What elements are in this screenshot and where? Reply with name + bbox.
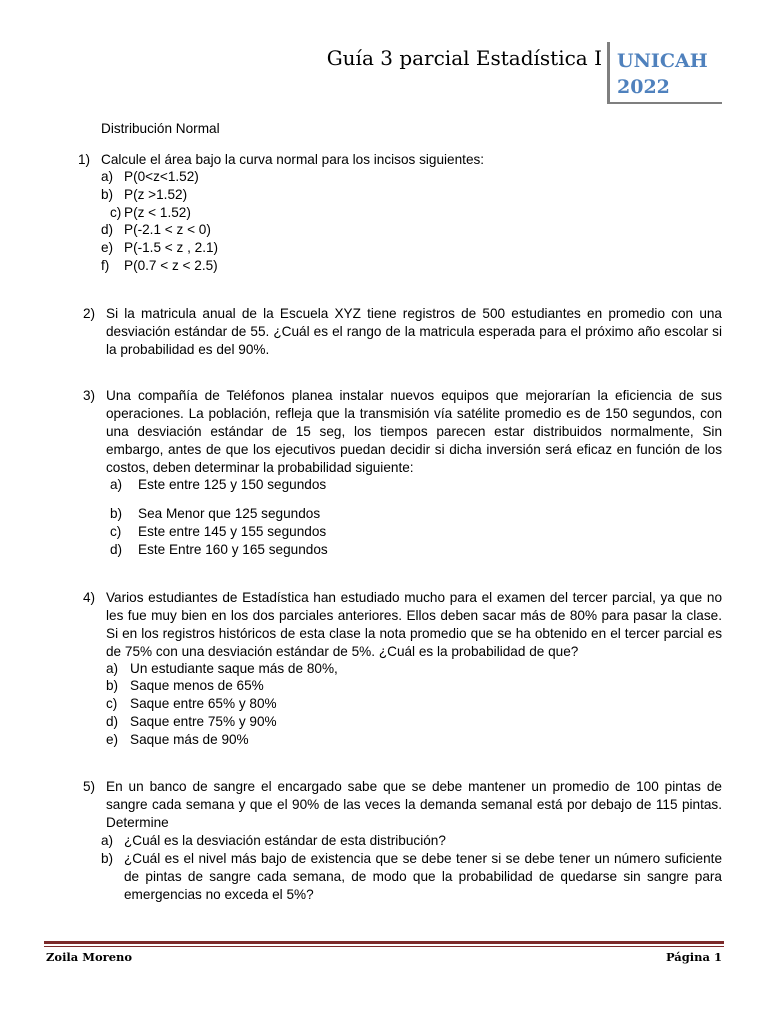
q4-item-label: e): [106, 732, 119, 747]
q3-item-label: c): [110, 524, 122, 539]
question-2-text: Si la matricula anual de la Escuela XYZ tiene registros de 500 estudiantes en promedio con una desviación estándar de 55. ¿Cuál es el rango de la matricula esperada para el próximo año escolar si la probabilidad es del 90%.: [106, 306, 722, 357]
q5-item-text: ¿Cuál es la desviación estándar de esta distribución?: [124, 833, 446, 848]
q5-item-label: a): [101, 833, 114, 848]
q4-item-label: b): [106, 678, 119, 693]
question-4-text: Varios estudiantes de Estadística han estudiado mucho para el examen del tercer parcial, ya que no les fue muy bien en los dos parciales anteriores. Ellos deben sacar más de 80% para pasar la clase. Si en los registros históricos de esta clase la nota promedio que se ha obtenido en el tercer parcial es de 75% con una desviación estándar de 5%. ¿Cuál es la probabilidad de que?: [106, 590, 722, 659]
q1-item-text: P(0<z<1.52): [124, 169, 199, 184]
q1-item-label: d): [101, 222, 114, 237]
footer-page-number: Página 1: [665, 950, 722, 964]
question-5-number: 5): [83, 779, 96, 794]
q3-item-text: Sea Menor que 125 segundos: [138, 506, 321, 521]
question-2-number: 2): [83, 306, 96, 321]
q3-item-text: Este entre 145 y 155 segundos: [138, 524, 327, 539]
q4-item-text: Saque más de 90%: [130, 732, 249, 747]
q1-item-text: P(0.7 < z < 2.5): [124, 258, 218, 273]
q4-item-text: Un estudiante saque más de 80%,: [130, 661, 338, 676]
question-4-number: 4): [83, 590, 96, 605]
q1-item-text: P(z < 1.52): [124, 205, 191, 220]
header-year: 2022: [617, 76, 670, 98]
q1-item-text: P(z >1.52): [124, 187, 188, 202]
question-1-number: 1): [78, 152, 91, 167]
q1-item-text: P(-2.1 < z < 0): [124, 222, 211, 237]
question-3-text: Una compañía de Teléfonos planea instalar nuevos equipos que mejorarían la eficiencia de sus operaciones. La población, refleja que la transmisión vía satélite promedio es de 150 segundos, con una desviación estándar de 15 seg, los tiempos parecen estar distribuidos normalmente, Sin embargo, antes de que los ejecutivos puedan decidir si dicha inversión será eficaz en función de los costos, deben determinar la probabilidad siguiente:: [106, 388, 722, 475]
q4-item-text: Saque entre 65% y 80%: [130, 696, 277, 711]
q3-item-label: b): [110, 506, 123, 521]
header-rule: [607, 102, 722, 104]
section-title: Distribución Normal: [101, 121, 220, 136]
question-1-text: Calcule el área bajo la curva normal para los incisos siguientes:: [101, 152, 485, 167]
q1-item-label: c): [110, 205, 122, 220]
q4-item-label: c): [106, 696, 118, 711]
q5-item-text: ¿Cuál es el nivel más bajo de existencia que se debe tener si se debe tener un número suficiente de pintas de sangre cada semana, de modo que la probabilidad de quedarse sin sangre para emergencias no exceda el 5%?: [124, 851, 722, 902]
q3-item-label: d): [110, 542, 123, 557]
q3-item-text: Este Entre 160 y 165 segundos: [138, 542, 328, 557]
q3-item-label: a): [110, 477, 123, 492]
page-header-title: Guía 3 parcial Estadística I: [326, 46, 602, 70]
question-5-text: En un banco de sangre el encargado sabe que se debe mantener un promedio de 100 pintas de sangre cada semana y que el 90% de las veces la demanda semanal está por debajo de 115 pintas. Determine: [106, 779, 722, 830]
header-org: UNICAH: [617, 50, 708, 72]
q3-item-text: Este entre 125 y 150 segundos: [138, 477, 327, 492]
header-divider: [607, 42, 610, 103]
footer-rule-thin: [44, 946, 724, 947]
q1-item-label: e): [101, 240, 114, 255]
q4-item-text: Saque menos de 65%: [130, 678, 264, 693]
q1-item-text: P(-1.5 < z , 2.1): [124, 240, 219, 255]
q1-item-label: f): [101, 258, 110, 273]
q1-item-label: a): [101, 169, 114, 184]
q4-item-label: d): [106, 714, 119, 729]
header-org-block: [617, 48, 717, 100]
q4-item-text: Saque entre 75% y 90%: [130, 714, 277, 729]
q4-item-label: a): [106, 661, 119, 676]
q1-item-label: b): [101, 187, 114, 202]
q5-item-label: b): [101, 851, 114, 866]
footer-author: Zoila Moreno: [46, 950, 133, 964]
question-3-number: 3): [83, 388, 96, 403]
footer-rule: [44, 941, 724, 944]
